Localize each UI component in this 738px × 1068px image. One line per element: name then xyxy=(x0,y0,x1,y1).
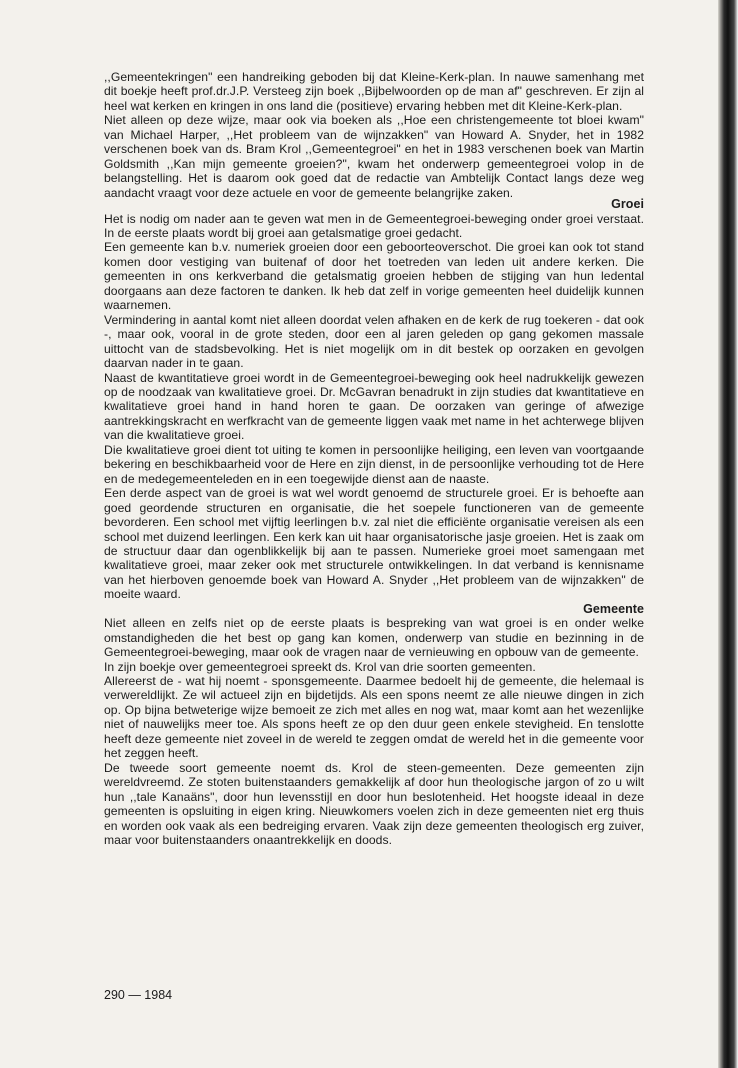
paragraph: De tweede soort gemeente noemt ds. Krol de steen-gemeenten. Deze gemeenten zijn wereldvreemd. Ze stoten buitenstaanders gemakkelijk af door hun theologische jargon of zo u wilt hun ,,tale Kanaäns", door hun levensstijl en door hun beslotenheid. Het hoogste ideaal in deze gemeenten is opsluiting in eigen kring. Nieuwkomers voelen zich in deze gemeenten niet erg thuis en worden ook vaak als een bedreiging ervaren. Vaak zijn deze gemeenten theologisch erg zuiver, maar voor buitenstaanders onaantrekkelijk en doods. xyxy=(104,760,644,848)
section-heading-groei: Groei xyxy=(611,197,644,212)
page-number: 290 — 1984 xyxy=(104,988,173,1002)
section-heading-gemeente: Gemeente xyxy=(583,601,644,616)
paragraph: Naast de kwantitatieve groei wordt in de Gemeentegroei-beweging ook heel nadrukkelijk gewezen op de noodzaak van kwalitatieve groei. Dr. McGavran benadrukt in zijn studies dat kwantitatieve en kwalitatieve groei hand in hand horen te gaan. De oorzaken van geringe of afwezige aantrekkingskracht en werfkracht van de gemeente liggen vaak met name in het achterwege blijven van die kwalitatieve groei. xyxy=(104,370,644,443)
paragraph: Die kwalitatieve groei dient tot uiting te komen in persoonlijke heiliging, een leven van voortgaande bekering en beschikbaarheid voor de Here en zijn dienst, in de persoonlijke verhouding tot de Here en de medegemeenteleden en in een toegewijde dienst aan de naaste. xyxy=(104,442,644,486)
paragraph: Het is nodig om nader aan te geven wat men in de Gemeentegroei-beweging onder groei verstaat. In de eerste plaats wordt bij groei aan getalsmatige groei gedacht. xyxy=(104,211,644,240)
paragraph: Een gemeente kan b.v. numeriek groeien door een geboorteoverschot. Die groei kan ook tot stand komen door vestiging van buitenaf of door het toetreden van leden uit andere kerken. Die gemeenten in ons kerkverband die getalsmatig groeien hebben de stijging van hun ledental doorgaans aan deze factoren te danken. Ik heb dat zelf in vorige gemeenten heel duidelijk kunnen waarnemen. xyxy=(104,240,644,313)
paragraph: Niet alleen en zelfs niet op de eerste plaats is bespreking van wat groei is en onder welke omstandigheden die het best op gang kan komen, onderwerp van studie en bezinning in de Gemeentegroei-beweging, maar ook de vragen naar de vernieuwing en opbouw van de gemeente. xyxy=(104,616,644,660)
paragraph: Een derde aspect van de groei is wat wel wordt genoemd de structurele groei. Er is behoefte aan goed geordende structuren en organisatie, die het soepele functioneren van de gemeente bevorderen. Een school met vijftig leerlingen b.v. zal niet die efficiënte organisatie vereisen als een school met duizend leerlingen. Een kerk kan uit haar organisatorische jasje groeien. Het is zaak om de structuur daar dan ogenblikkelijk bij aan te passen. Numerieke groei moet samengaan met kwalitatieve groei, maar zeker ook met structurele ontwikkelingen. In dat verband is kennisname van het hierboven genoemde boek van Howard A. Snyder ,,Het probleem van de wijnzakken" de moeite waard. xyxy=(104,486,644,602)
article-body xyxy=(104,70,644,847)
paragraph: Allereerst de - wat hij noemt - sponsgemeente. Daarmee bedoelt hij de gemeente, die helemaal is verwereldlijkt. Ze wil actueel zijn en bijdetijds. Als een spons neemt ze alle nieuwe dingen in zich op. Op bijna betweterige wijze bemoeit ze zich met alles en nog wat, maar komt aan het wezenlijke niet of nauwelijks meer toe. Als spons heeft ze op den duur geen enkele stevigheid. En tenslotte heeft deze gemeente niet zoveel in de wereld te zeggen omdat de wereld het in die gemeente voor het zeggen heeft. xyxy=(104,674,644,761)
page-edge-shadow xyxy=(718,0,738,1068)
paragraph: In zijn boekje over gemeentegroei spreekt ds. Krol van drie soorten gemeenten. xyxy=(104,659,536,674)
paragraph: ,,Gemeentekringen" een handreiking geboden bij dat Kleine-Kerk-plan. In nauwe samenhang met dit boekje heeft prof.dr.J.P. Versteeg zijn boek ,,Bijbelwoorden op de man af" geschreven. Er zijn al heel wat kerken en kringen in ons land die (positieve) ervaring hebben met dit Kleine-Kerk-plan. xyxy=(104,70,644,113)
paragraph: Vermindering in aantal komt niet alleen doordat velen afhaken en de kerk de rug toekeren - dat ook -, maar ook, vooral in de grote steden, door een al jaren geleden op gang gekomen massale uittocht van de stadsbevolking. Het is niet mogelijk om in dit bestek op oorzaken en gevolgen daarvan nader in te gaan. xyxy=(104,312,644,371)
paragraph: Niet alleen op deze wijze, maar ook via boeken als ,,Hoe een christengemeente tot bloei kwam" van Michael Harper, ,,Het probleem van de wijnzakken" van Howard A. Snyder, het in 1982 verschenen boek van ds. Bram Krol ,,Gemeentegroei" en het in 1983 verschenen boek van Martin Goldsmith ,,Kan mijn gemeente groeien?", kwam het onderwerp gemeentegroei volop in de belangstelling. Het is daarom ook goed dat de redactie van Ambtelijk Contact langs deze weg aandacht vraagt voor deze actuele en voor de gemeente belangrijke zaken. xyxy=(104,113,644,200)
